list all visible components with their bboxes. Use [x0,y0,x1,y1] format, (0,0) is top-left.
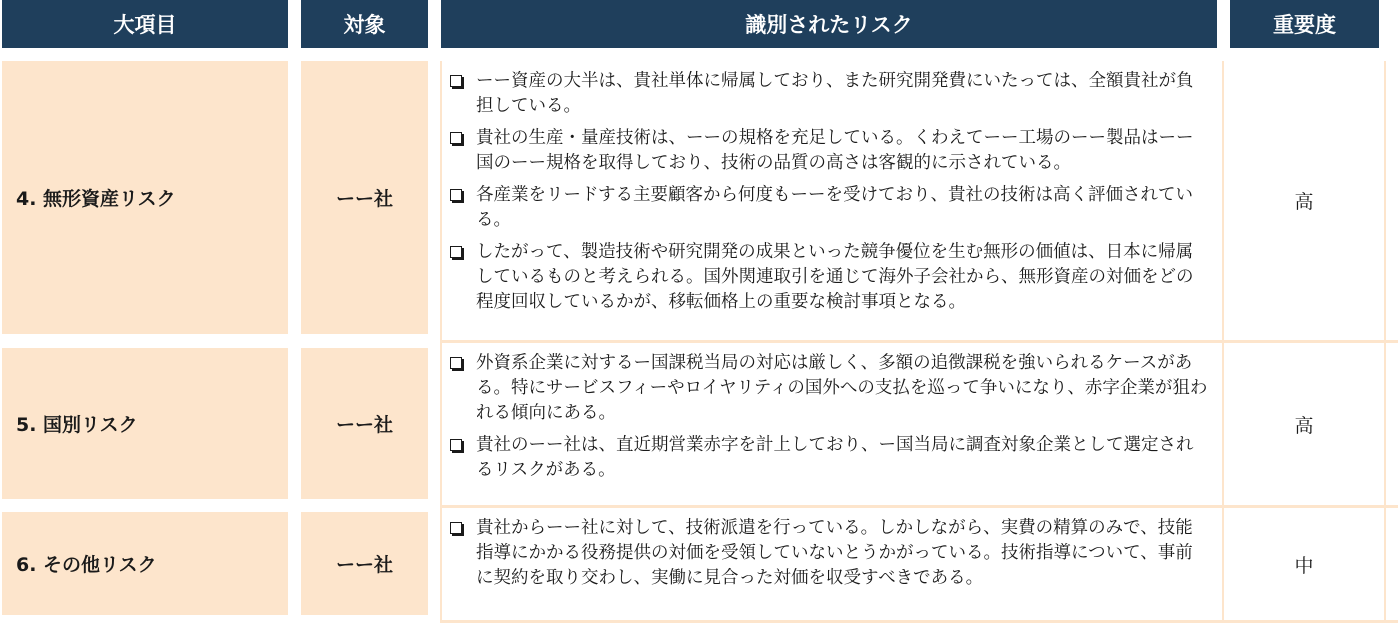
row-6-risks [440,508,1224,620]
row-4-category: 4. 無形資産リスク [2,61,288,334]
row-4-importance: 高 [1222,61,1386,340]
risk-item: したがって、製造技術や研究開発の成果といった競争優位を生む無形の価値は、日本に帰属しているものと考えられる。国外関連取引を通じて海外子会社から、無形資産の対価をどの程度回収しているかが、移転価格上の重要な検討事項となる。 [448,240,1210,315]
row-5-target: ーー社 [301,348,428,499]
header-category: 大項目 [2,0,288,48]
risk-item: 各産業をリードする主要顧客から何度もーーを受けており、貴社の技術は高く評価されている。 [448,183,1210,233]
row-4-risks [440,61,1224,340]
row-5-category: 5. 国別リスク [2,348,288,499]
header-target: 対象 [301,0,428,48]
risk-item: 外資系企業に対するー国課税当局の対応は厳しく、多額の追徴課税を強いられるケースがある。特にサービスフィーやロイヤリティの国外への支払を巡って争いになり、赤字企業が狙われる傾向にある。 [448,351,1210,426]
checkbox-bullet-icon [450,357,462,369]
risk-item: 貴社の生産・量産技術は、ーーの規格を充足している。くわえてーー工場のーー製品はーー国のーー規格を取得しており、技術の品質の高さは客観的に示されている。 [448,126,1210,176]
checkbox-bullet-icon [450,189,462,201]
risk-item: 貴社からーー社に対して、技術派遣を行っている。しかしながら、実費の精算のみで、技能指導にかかる役務提供の対価を受領していないとうかがっている。技術指導について、事前に契約を取り交わし、実働に見合った対価を収受すべきである。 [448,516,1210,591]
row-5-importance: 高 [1222,343,1386,505]
checkbox-bullet-icon [450,246,462,258]
checkbox-bullet-icon [450,522,462,534]
risk-item: ーー資産の大半は、貴社単体に帰属しており、また研究開発費にいたっては、全額貴社が負担している。 [448,69,1210,119]
risk-item: 貴社のーー社は、直近期営業赤字を計上しており、ー国当局に調査対象企業として選定されるリスクがある。 [448,433,1210,483]
checkbox-bullet-icon [450,132,462,144]
header-risks: 識別されたリスク [441,0,1217,48]
row-4-target: ーー社 [301,61,428,334]
checkbox-bullet-icon [450,439,462,451]
row-6-importance: 中 [1222,508,1386,620]
row-separator [440,620,1398,623]
row-5-risks [440,343,1224,505]
checkbox-bullet-icon [450,75,462,87]
row-6-target: ーー社 [301,512,428,615]
row-6-category: 6. その他リスク [2,512,288,615]
header-importance: 重要度 [1230,0,1379,48]
